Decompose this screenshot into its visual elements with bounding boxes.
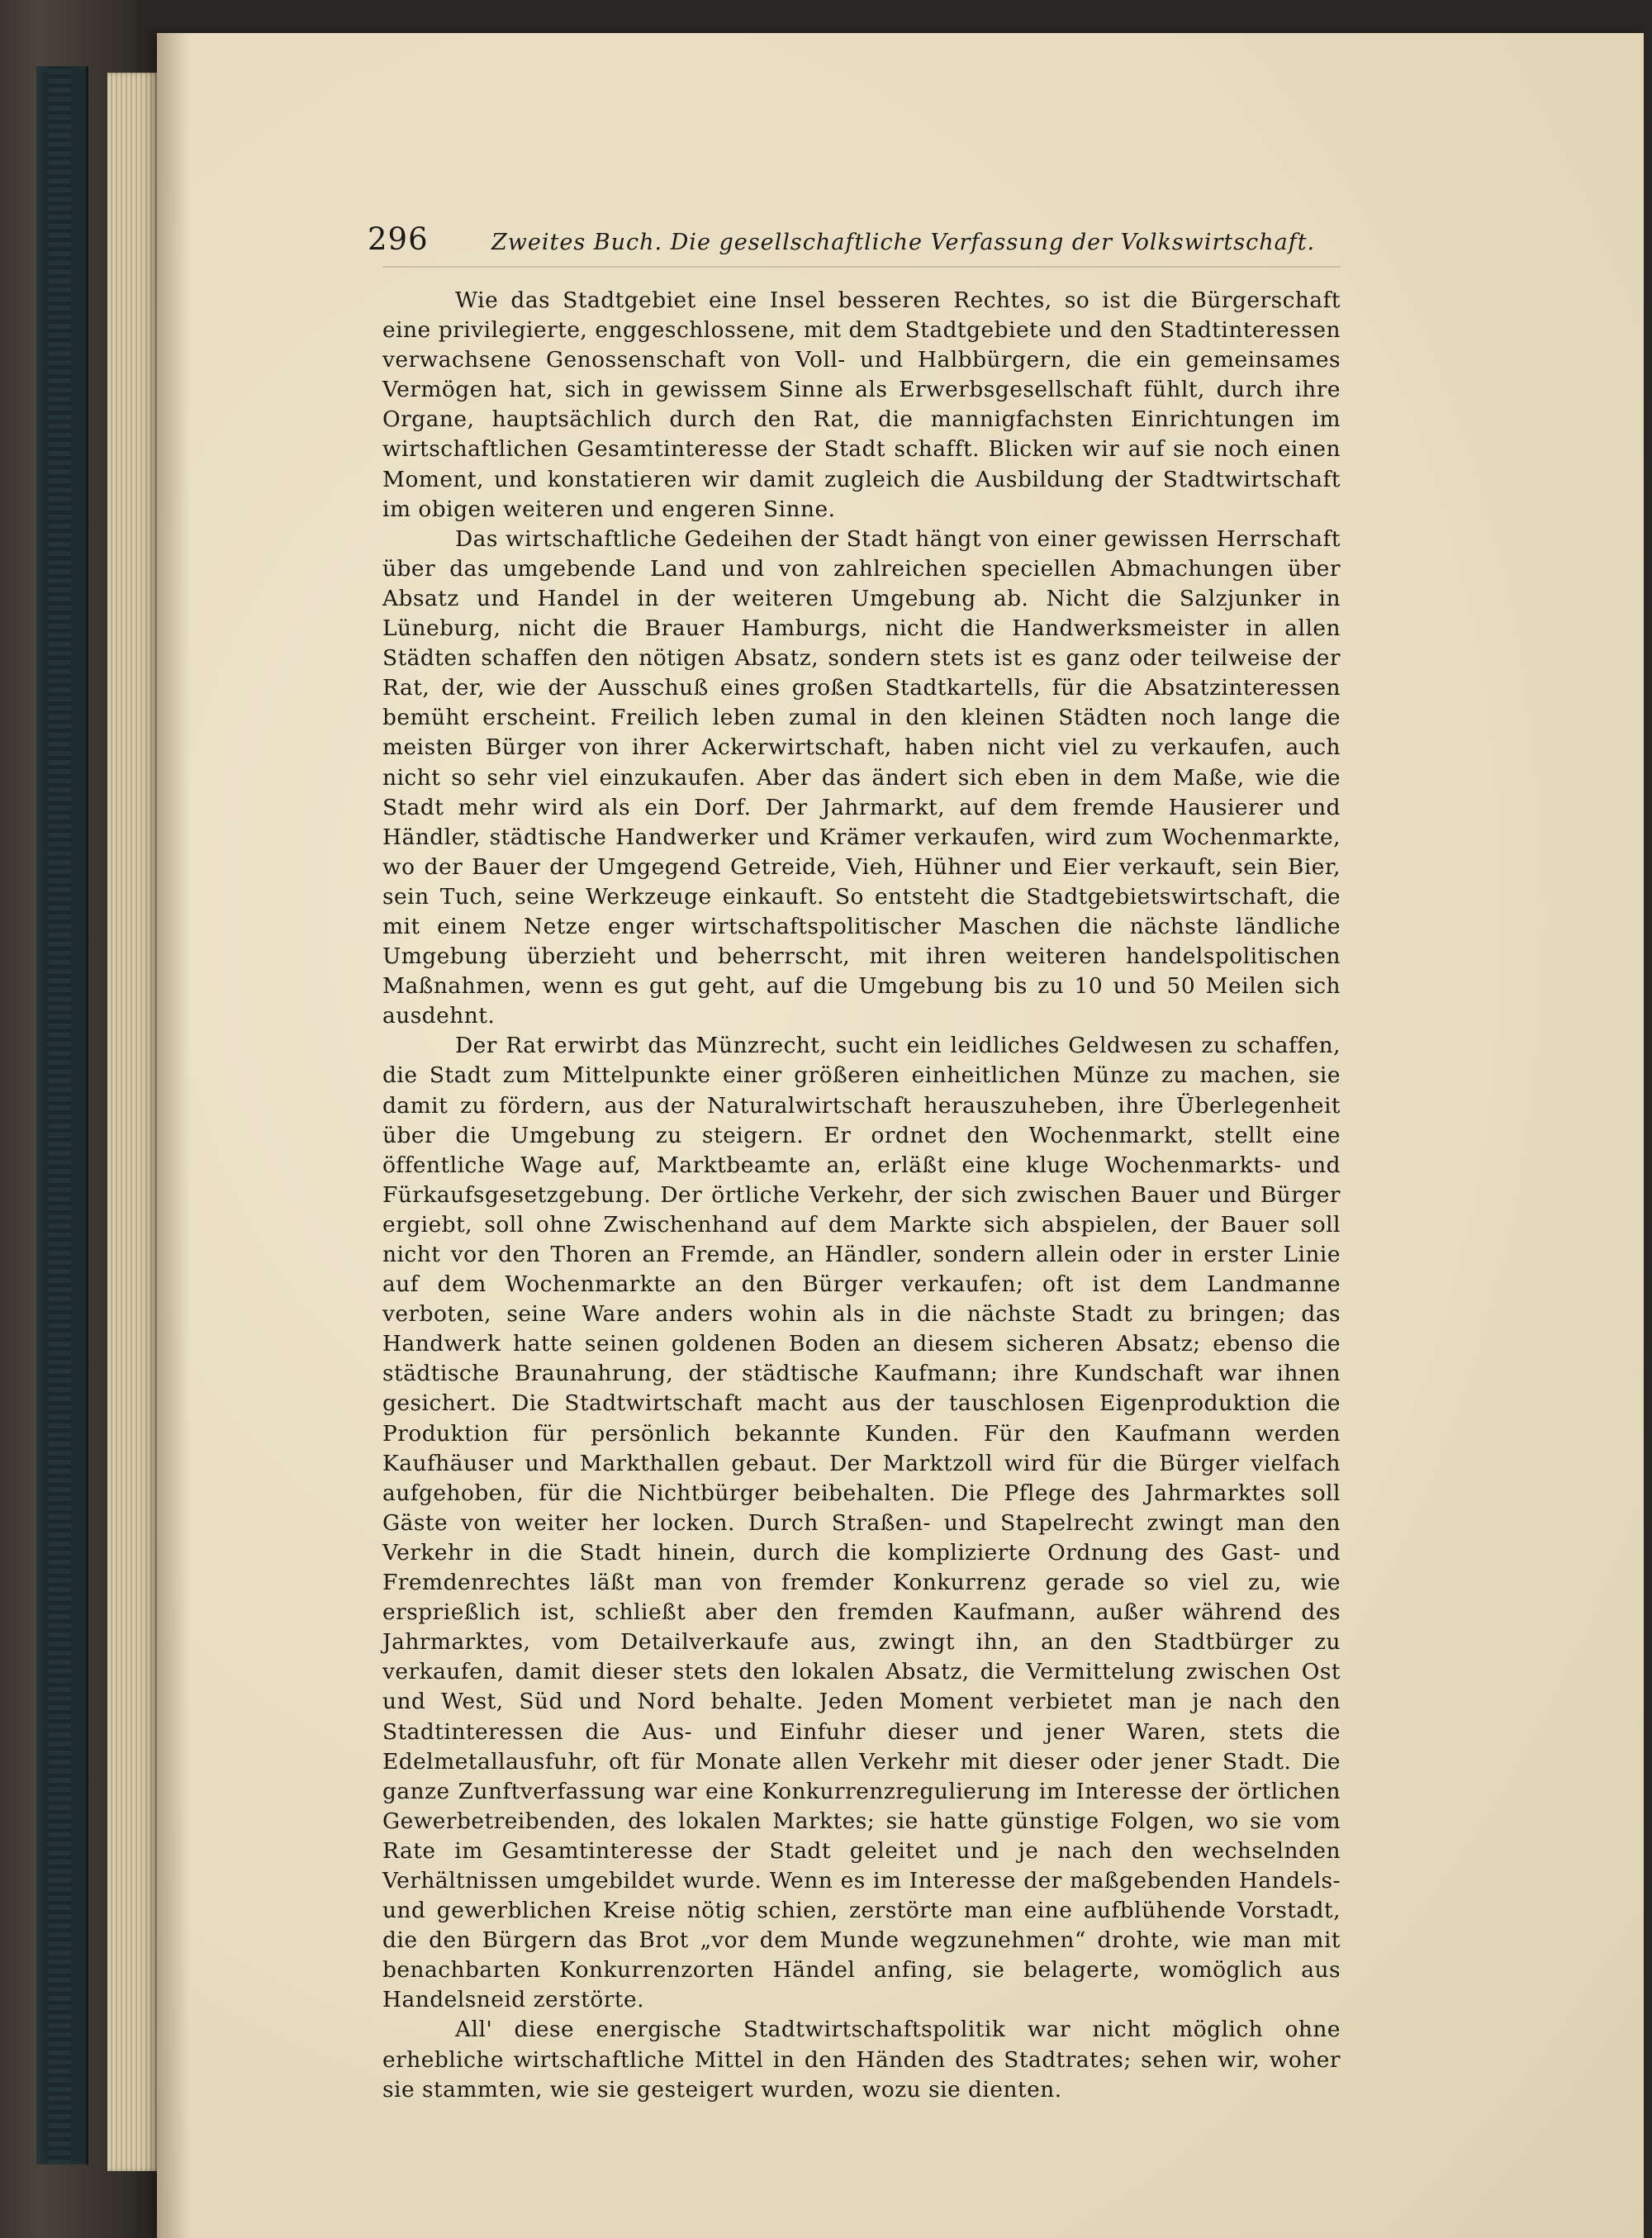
page-number: 296 bbox=[368, 221, 429, 257]
header-rule bbox=[382, 266, 1341, 268]
paragraph: Wie das Stadtgebiet eine Insel besseren Rechtes, so ist die Bürgerschaft eine privilegierte, enggeschlossene, mit dem Stadtgebiete und den Stadtinteressen verwachsene Genossenschaft von Voll- und Halbbürgern, die ein gemeinsames Vermögen hat, sich in gewissem Sinne als Erwerbsgesellschaft fühlt, durch ihre Organe, hauptsächlich durch den Rat, die mannigfachsten Einrichtungen im wirtschaftlichen Gesamtinteresse der Stadt schafft. Blicken wir auf sie noch einen Moment, und konstatieren wir damit zugleich die Ausbildung der Stadtwirtschaft im obigen weiteren und engeren Sinne. bbox=[382, 287, 1341, 522]
paragraph: Der Rat erwirbt das Münzrecht, sucht ein leidliches Geldwesen zu schaffen, die Stadt zum Mittelpunkte einer größeren einheitlichen Münze zu machen, sie damit zu fördern, aus der Naturalwirtschaft herauszuheben, ihre Überlegenheit über die Umgebung zu steigern. Er ordnet den Wochenmarkt, stellt eine öffentliche Wage auf, Marktbeamte an, erläßt eine kluge Wochenmarkts- und Fürkaufsgesetzgebung. Der örtliche Verkehr, der sich zwischen Bauer und Bürger ergiebt, soll ohne Zwischenhand auf dem Markte sich abspielen, der Bauer soll nicht vor den Thoren an Fremde, an Händler, sondern allein oder in erster Linie auf dem Wochenmarkte an den Bürger verkaufen; oft ist dem Landmanne verboten, seine Ware anders wohin als in die nächste Stadt zu bringen; das Handwerk hatte seinen goldenen Boden an diesem sicheren Absatz; ebenso die städtische Braunahrung, der städtische Kaufmann; ihre Kundschaft war ihnen gesichert. Die Stadtwirtschaft macht aus der tauschlosen Eigenproduktion die Produktion für persönlich bekannte Kunden. Für den Kaufmann werden Kaufhäuser und Markthallen gebaut. Der Marktzoll wird für die Bürger vielfach aufgehoben, für die Nichtbürger beibehalten. Die Pflege des Jahrmarktes soll Gäste von weiter her locken. Durch Straßen- und Stapelrecht zwingt man den Verkehr in die Stadt hinein, durch die komplizierte Ordnung des Gast- und Fremdenrechtes läßt man von fremder Konkurrenz gerade so viel zu, wie ersprießlich ist, schließt aber den fremden Kaufmann, außer während des Jahrmarktes, vom Detailverkaufe aus, zwingt ihn, an den Stadtbürger zu verkaufen, damit dieser stets den lokalen Absatz, die Vermittelung zwischen Ost und West, Süd und Nord behalte. Jeden Moment verbietet man je nach den Stadtinteressen die Aus- und Einfuhr dieser und jener Waren, stets die Edelmetallausfuhr, oft für Monate allen Verkehr mit dieser oder jener Stadt. Die ganze Zunftverfassung war eine Konkurrenzregulierung im Interesse der örtlichen Gewerbetreibenden, des lokalen Marktes; sie hatte günstige Folgen, wo sie vom Rate im Gesamtinteresse der Stadt geleitet und je nach den wechselnden Verhältnissen umgebildet wurde. Wenn es im Interesse der maßgebenden Handels- und gewerblichen Kreise nötig schien, zerstörte man eine aufblühende Vorstadt, die den Bürgern das Brot „vor dem Munde wegzunehmen“ drohte, wie man mit benachbarten Konkurrenzorten Händel anfing, sie belagerte, womöglich aus Handelsneid zerstörte. bbox=[382, 1033, 1341, 2013]
book-binding bbox=[36, 66, 88, 2164]
body-text bbox=[382, 286, 1341, 2105]
page-edges bbox=[107, 73, 160, 2171]
gutter-shadow bbox=[157, 33, 190, 2238]
paragraph: All' diese energische Stadtwirtschaftspolitik war nicht möglich ohne erhebliche wirtschaftliche Mittel in den Händen des Stadtrates; sehen wir, woher sie stammten, wie sie gesteigert wurden, wozu sie dienten. bbox=[382, 2017, 1341, 2103]
paragraph: Das wirtschaftliche Gedeihen der Stadt hängt von einer gewissen Herrschaft über das umgebende Land und von zahlreichen speciellen Abmachungen über Absatz und Handel in der weiteren Umgebung ab. Nicht die Salzjunker in Lüneburg, nicht die Brauer Hamburgs, nicht die Handwerksmeister in allen Städten schaffen den nötigen Absatz, sondern stets ist es ganz oder teilweise der Rat, der, wie der Ausschuß eines großen Stadtkartells, für die Absatzinteressen bemüht erscheint. Freilich leben zumal in den kleinen Städten noch lange die meisten Bürger von ihrer Ackerwirtschaft, haben nicht viel zu verkaufen, auch nicht so sehr viel einzukaufen. Aber das ändert sich eben in dem Maße, wie die Stadt mehr wird als ein Dorf. Der Jahrmarkt, auf dem fremde Hausierer und Händler, städtische Handwerker und Krämer verkaufen, wird zum Wochenmarkte, wo der Bauer der Umgegend Getreide, Vieh, Hühner und Eier verkauft, sein Bier, sein Tuch, seine Werkzeuge einkauft. So entsteht die Stadtgebietswirtschaft, die mit einem Netze enger wirtschaftspolitischer Maschen die nächste ländliche Umgebung überzieht und beherrscht, mit ihren weiteren handelspolitischen Maßnahmen, wenn es gut geht, auf die Umgebung bis zu 10 und 50 Meilen sich ausdehnt. bbox=[382, 525, 1341, 1029]
running-head bbox=[368, 221, 1338, 257]
chapter-title: Zweites Buch. Die gesellschaftliche Verfassung der Volkswirtschaft. bbox=[491, 230, 1316, 255]
